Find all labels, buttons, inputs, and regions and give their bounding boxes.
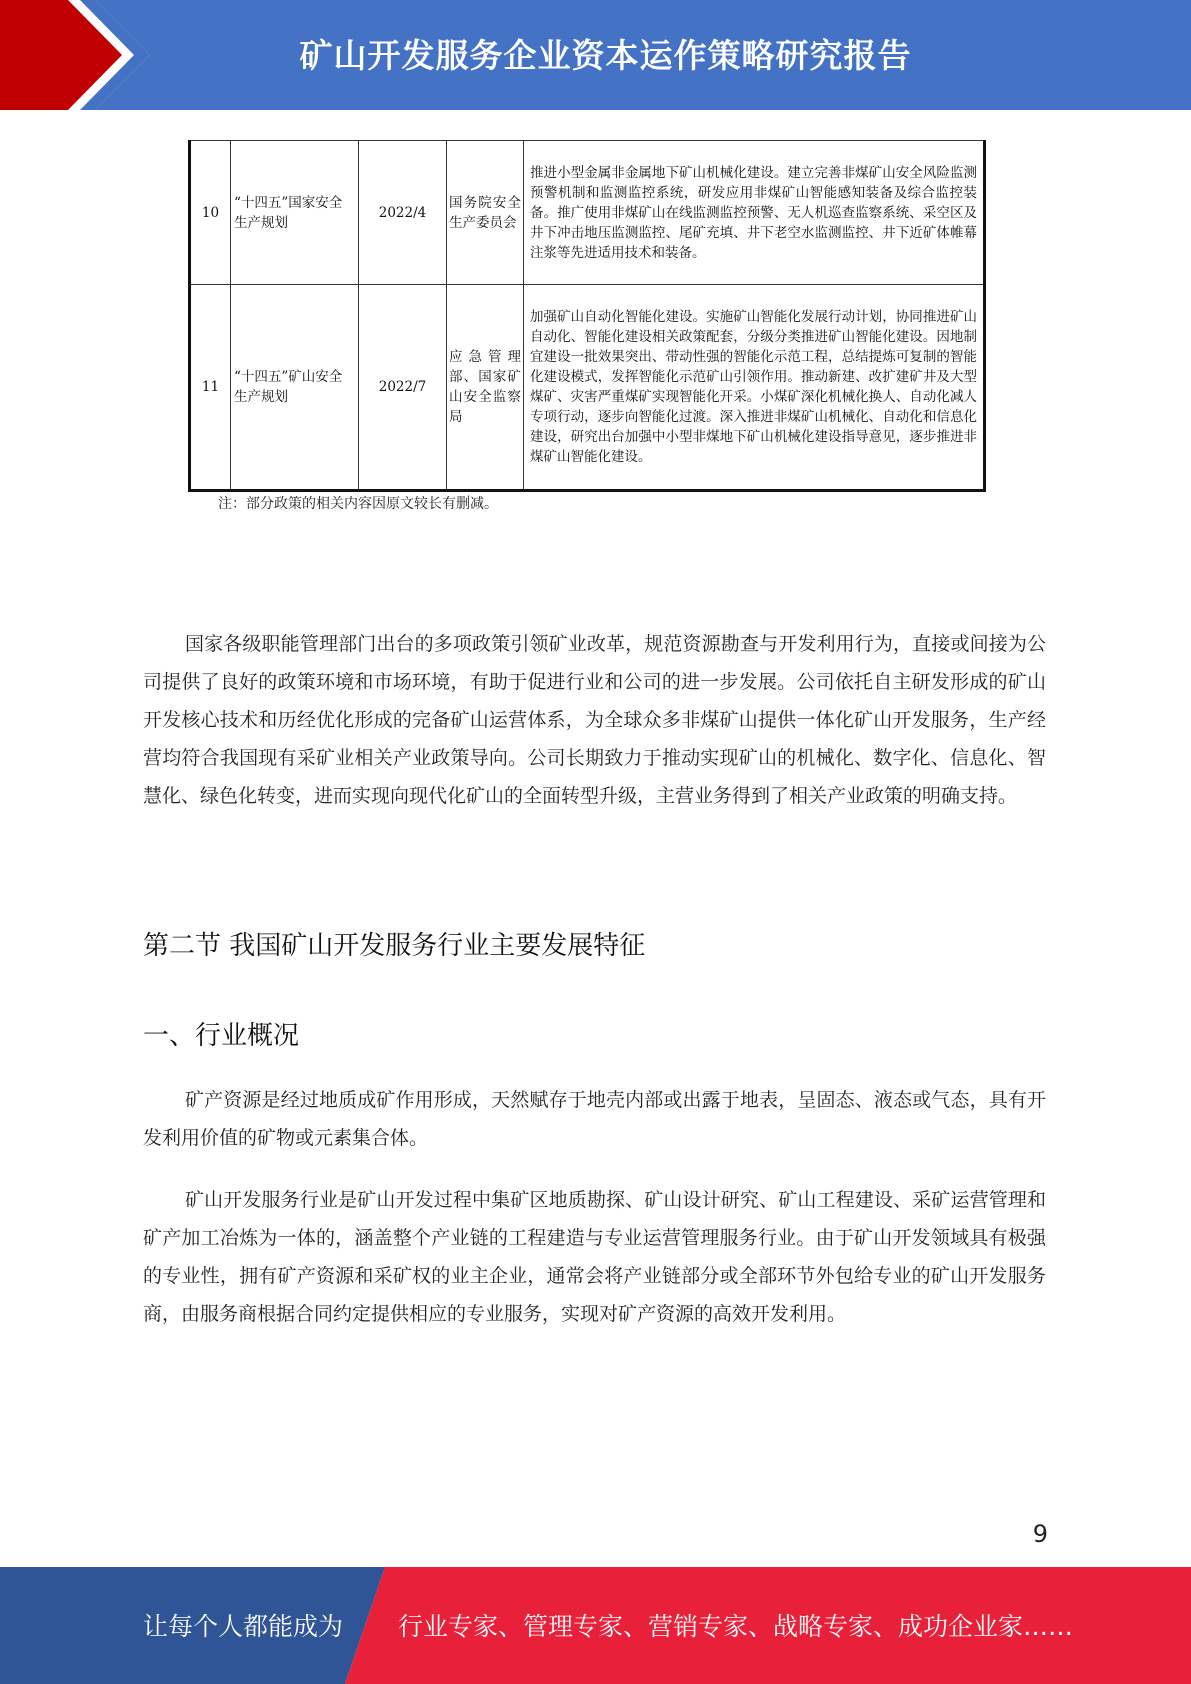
- table-row: [190, 285, 985, 491]
- paragraph-industry-overview: 矿山开发服务行业是矿山开发过程中集矿区地质勘探、矿山设计研究、矿山工程建设、采矿运营管理和矿产加工冶炼为一体的，涵盖整个产业链的工程建造与专业运营管理服务行业。由于矿山开发领域具有极强的专业性，拥有矿产资源和采矿权的业主企业，通常会将产业链部分或全部环节外包给专业的矿山开发服务商，由服务商根据合同约定提供相应的专业服务，实现对矿产资源的高效开发利用。: [143, 1189, 1046, 1325]
- page-footer: [0, 1567, 1191, 1684]
- policy-content: 推进小型金属非金属地下矿山机械化建设。建立完善非煤矿山安全风险监测预警机制和监测监控系统，研发应用非煤矿山智能感知装备及综合监控装备。推广使用非煤矿山在线监测监控预警、无人机巡查监察系统、采空区及井下冲击地压监测监控、尾矿充填、井下老空水监测监控、井下近矿体帷幕注浆等先进适用技术和装备。: [524, 141, 985, 285]
- issuing-department: 应急管理部、国家矿山安全监察局: [447, 285, 524, 491]
- report-title: 矿山开发服务企业资本运作策略研究报告: [299, 36, 912, 75]
- policy-name: “十四五”矿山安全生产规划: [231, 285, 359, 491]
- policy-date: 2022/4: [359, 141, 447, 285]
- page-header: [0, 0, 1191, 110]
- footer-slogan-left: 让每个人都能成为: [143, 1612, 344, 1641]
- table-row: [190, 141, 985, 285]
- paragraph-policy-support: 国家各级职能管理部门出台的多项政策引领矿业改革，规范资源勘查与开发利用行为，直接或间接为公司提供了良好的政策环境和市场环境，有助于促进行业和公司的进一步发展。公司依托自主研发形成的矿山开发核心技术和历经优化形成的完备矿山运营体系，为全球众多非煤矿山提供一体化矿山开发服务，生产经营均符合我国现有采矿业相关产业政策导向。公司长期致力于推动实现矿山的机械化、数字化、信息化、智慧化、绿色化转变，进而实现向现代化矿山的全面转型升级，主营业务得到了相关产业政策的明确支持。: [143, 633, 1046, 807]
- policy-content: 加强矿山自动化智能化建设。实施矿山智能化发展行动计划，协同推进矿山自动化、智能化建设相关政策配套，分级分类推进矿山智能化建设。因地制宜建设一批效果突出、带动性强的智能化示范工程，总结提炼可复制的智能化建设模式，发挥智能化示范矿山引领作用。推动新建、改扩建矿井及大型煤矿、灾害严重煤矿实现智能化开采。小煤矿深化机械化换人、自动化减人专项行动，逐步向智能化过渡。深入推进非煤矿山机械化、自动化和信息化建设，研究出台加强中小型非煤地下矿山机械化建设指导意见，逐步推进非煤矿山智能化建设。: [524, 285, 985, 491]
- row-index: 11: [190, 285, 231, 491]
- table-note: 注：部分政策的相关内容因原文较长有删减。: [218, 496, 498, 512]
- subsection-title: 一、行业概况: [143, 1021, 300, 1051]
- policy-date: 2022/7: [359, 285, 447, 491]
- page-number: 9: [1032, 1520, 1048, 1548]
- section-title: 第二节 我国矿山开发服务行业主要发展特征: [143, 931, 646, 961]
- row-index: 10: [190, 141, 231, 285]
- footer-slogan-right: 行业专家、管理专家、营销专家、战略专家、成功企业家……: [398, 1612, 1074, 1641]
- issuing-department: 国务院安全生产委员会: [447, 141, 524, 285]
- paragraph-mineral-resources: 矿产资源是经过地质成矿作用形成，天然赋存于地壳内部或出露于地表，呈固态、液态或气态，具有开发利用价值的矿物或元素集合体。: [143, 1089, 1046, 1149]
- policy-table: [188, 140, 986, 492]
- policy-name: “十四五”国家安全生产规划: [231, 141, 359, 285]
